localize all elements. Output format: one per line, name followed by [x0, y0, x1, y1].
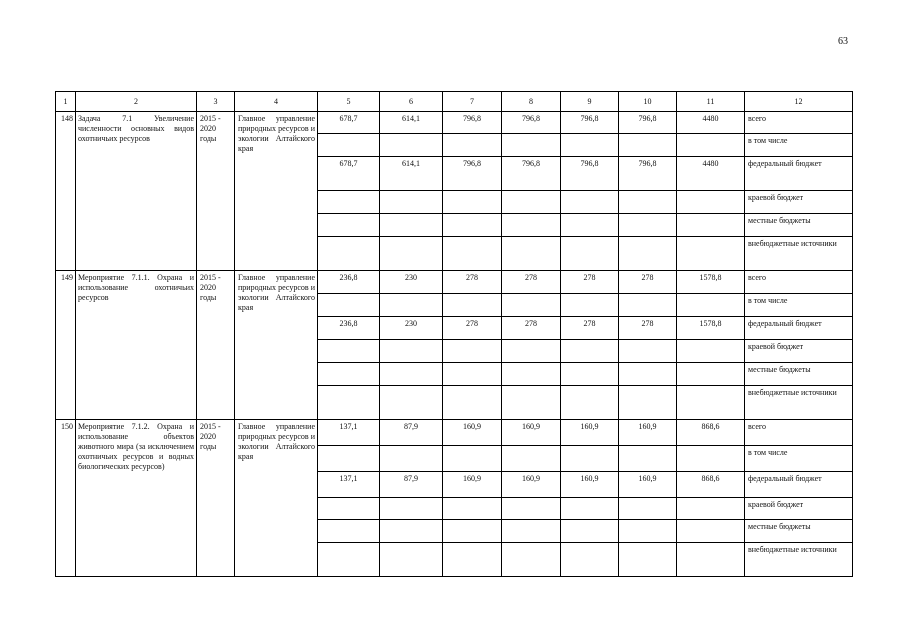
- amount-cell: [318, 191, 380, 214]
- amount-cell: [561, 237, 619, 271]
- amount-cell: [443, 498, 502, 520]
- period: 2015 - 2020 годы: [197, 271, 235, 420]
- amount-cell: [318, 214, 380, 237]
- page-number: 63: [838, 36, 848, 47]
- amount-cell: 160,9: [443, 420, 502, 446]
- amount-cell: [619, 134, 677, 157]
- amount-cell: [677, 214, 745, 237]
- column-number: 5: [318, 92, 380, 112]
- column-number: 3: [197, 92, 235, 112]
- amount-cell: 137,1: [318, 420, 380, 446]
- funding-source: всего: [745, 112, 853, 134]
- funding-source: федеральный бюджет: [745, 317, 853, 340]
- amount-cell: [443, 363, 502, 386]
- row-number: 149: [56, 271, 76, 420]
- amount-cell: [502, 520, 561, 543]
- funding-source: краевой бюджет: [745, 498, 853, 520]
- amount-cell: [318, 498, 380, 520]
- amount-cell: [502, 543, 561, 577]
- amount-cell: [561, 386, 619, 420]
- column-number: 8: [502, 92, 561, 112]
- amount-cell: 236,8: [318, 317, 380, 340]
- amount-cell: [677, 340, 745, 363]
- column-number: 4: [235, 92, 318, 112]
- amount-cell: 160,9: [619, 472, 677, 498]
- amount-cell: 278: [619, 317, 677, 340]
- amount-cell: [380, 520, 443, 543]
- amount-cell: [619, 340, 677, 363]
- amount-cell: [380, 446, 443, 472]
- amount-cell: [619, 386, 677, 420]
- amount-cell: [318, 363, 380, 386]
- amount-cell: 87,9: [380, 472, 443, 498]
- amount-cell: [619, 294, 677, 317]
- column-number: 9: [561, 92, 619, 112]
- amount-cell: [443, 543, 502, 577]
- executor: Главное управление природных ресурсов и экологии Алтайского края: [235, 112, 318, 271]
- amount-cell: [561, 520, 619, 543]
- amount-cell: [561, 498, 619, 520]
- amount-cell: [677, 386, 745, 420]
- table-row: [56, 420, 853, 446]
- amount-cell: [443, 237, 502, 271]
- amount-cell: [677, 134, 745, 157]
- amount-cell: [619, 237, 677, 271]
- period: 2015 - 2020 годы: [197, 420, 235, 577]
- amount-cell: [318, 446, 380, 472]
- column-number: 1: [56, 92, 76, 112]
- executor: Главное управление природных ресурсов и экологии Алтайского края: [235, 271, 318, 420]
- amount-cell: [619, 191, 677, 214]
- amount-cell: [443, 446, 502, 472]
- amount-cell: 278: [502, 271, 561, 294]
- table-row: [56, 271, 853, 294]
- column-number-row: [56, 92, 853, 112]
- amount-cell: [677, 520, 745, 543]
- measure-description: Мероприятие 7.1.1. Охрана и использование охотничьих ресурсов: [76, 271, 197, 420]
- amount-cell: 278: [561, 271, 619, 294]
- amount-cell: 278: [619, 271, 677, 294]
- amount-cell: 160,9: [561, 472, 619, 498]
- amount-cell: [677, 237, 745, 271]
- amount-cell: [380, 340, 443, 363]
- amount-cell: [619, 520, 677, 543]
- amount-cell: [318, 134, 380, 157]
- amount-cell: [502, 363, 561, 386]
- amount-cell: [561, 363, 619, 386]
- column-number: 11: [677, 92, 745, 112]
- amount-cell: [502, 498, 561, 520]
- amount-cell: [561, 543, 619, 577]
- amount-cell: 160,9: [502, 472, 561, 498]
- amount-cell: [443, 294, 502, 317]
- amount-cell: [318, 386, 380, 420]
- executor: Главное управление природных ресурсов и экологии Алтайского края: [235, 420, 318, 577]
- amount-cell: 868,6: [677, 472, 745, 498]
- amount-cell: 230: [380, 317, 443, 340]
- amount-cell: [561, 191, 619, 214]
- funding-source: краевой бюджет: [745, 191, 853, 214]
- amount-cell: [561, 134, 619, 157]
- amount-cell: 796,8: [502, 157, 561, 191]
- column-number: 2: [76, 92, 197, 112]
- amount-cell: 4480: [677, 112, 745, 134]
- amount-cell: 796,8: [502, 112, 561, 134]
- funding-source: краевой бюджет: [745, 340, 853, 363]
- amount-cell: [318, 520, 380, 543]
- funding-source: в том числе: [745, 134, 853, 157]
- amount-cell: 160,9: [561, 420, 619, 446]
- amount-cell: 1578,8: [677, 317, 745, 340]
- amount-cell: [619, 543, 677, 577]
- amount-cell: 614,1: [380, 157, 443, 191]
- funding-source: местные бюджеты: [745, 520, 853, 543]
- amount-cell: 614,1: [380, 112, 443, 134]
- amount-cell: [502, 340, 561, 363]
- amount-cell: [619, 498, 677, 520]
- amount-cell: 137,1: [318, 472, 380, 498]
- column-number: 10: [619, 92, 677, 112]
- amount-cell: [502, 386, 561, 420]
- amount-cell: 796,8: [443, 112, 502, 134]
- amount-cell: [502, 237, 561, 271]
- amount-cell: 230: [380, 271, 443, 294]
- amount-cell: [380, 294, 443, 317]
- amount-cell: [443, 134, 502, 157]
- amount-cell: [380, 543, 443, 577]
- amount-cell: [380, 191, 443, 214]
- amount-cell: 796,8: [561, 112, 619, 134]
- amount-cell: [502, 214, 561, 237]
- amount-cell: 278: [502, 317, 561, 340]
- row-number: 148: [56, 112, 76, 271]
- amount-cell: [380, 363, 443, 386]
- amount-cell: 678,7: [318, 157, 380, 191]
- amount-cell: [318, 340, 380, 363]
- amount-cell: [443, 386, 502, 420]
- amount-cell: 796,8: [443, 157, 502, 191]
- amount-cell: [619, 446, 677, 472]
- funding-source: федеральный бюджет: [745, 472, 853, 498]
- amount-cell: [502, 446, 561, 472]
- amount-cell: 868,6: [677, 420, 745, 446]
- amount-cell: 87,9: [380, 420, 443, 446]
- funding-source: внебюджетные источники: [745, 543, 853, 577]
- measure-description: Мероприятие 7.1.2. Охрана и использование объектов животного мира (за исключением охотничьих ресурсов и водных биологических ресурсов): [76, 420, 197, 577]
- amount-cell: 796,8: [619, 112, 677, 134]
- amount-cell: 278: [443, 271, 502, 294]
- amount-cell: [677, 543, 745, 577]
- amount-cell: [443, 520, 502, 543]
- period: 2015 - 2020 годы: [197, 112, 235, 271]
- amount-cell: [502, 134, 561, 157]
- funding-source: в том числе: [745, 294, 853, 317]
- amount-cell: [677, 294, 745, 317]
- amount-cell: 160,9: [619, 420, 677, 446]
- amount-cell: 278: [443, 317, 502, 340]
- funding-source: внебюджетные источники: [745, 386, 853, 420]
- amount-cell: [443, 191, 502, 214]
- amount-cell: [318, 543, 380, 577]
- amount-cell: [380, 214, 443, 237]
- amount-cell: [677, 191, 745, 214]
- amount-cell: [318, 294, 380, 317]
- amount-cell: [380, 237, 443, 271]
- amount-cell: [380, 134, 443, 157]
- funding-source: всего: [745, 271, 853, 294]
- funding-source: в том числе: [745, 446, 853, 472]
- table-row: [56, 112, 853, 134]
- funding-source: местные бюджеты: [745, 214, 853, 237]
- amount-cell: 160,9: [502, 420, 561, 446]
- funding-source: внебюджетные источники: [745, 237, 853, 271]
- column-number: 7: [443, 92, 502, 112]
- amount-cell: [561, 294, 619, 317]
- amount-cell: [443, 214, 502, 237]
- amount-cell: [677, 363, 745, 386]
- amount-cell: 4480: [677, 157, 745, 191]
- amount-cell: 796,8: [619, 157, 677, 191]
- amount-cell: 1578,8: [677, 271, 745, 294]
- funding-source: всего: [745, 420, 853, 446]
- measure-description: Задача 7.1 Увеличение численности основных видов охотничьих ресурсов: [76, 112, 197, 271]
- amount-cell: 160,9: [443, 472, 502, 498]
- amount-cell: [502, 191, 561, 214]
- amount-cell: [677, 498, 745, 520]
- amount-cell: 796,8: [561, 157, 619, 191]
- amount-cell: [443, 340, 502, 363]
- amount-cell: [380, 386, 443, 420]
- amount-cell: [502, 294, 561, 317]
- amount-cell: [619, 214, 677, 237]
- column-number: 12: [745, 92, 853, 112]
- amount-cell: [380, 498, 443, 520]
- amount-cell: 278: [561, 317, 619, 340]
- amount-cell: 678,7: [318, 112, 380, 134]
- amount-cell: 236,8: [318, 271, 380, 294]
- column-number: 6: [380, 92, 443, 112]
- funding-source: федеральный бюджет: [745, 157, 853, 191]
- amount-cell: [561, 446, 619, 472]
- row-number: 150: [56, 420, 76, 577]
- funding-source: местные бюджеты: [745, 363, 853, 386]
- amount-cell: [561, 340, 619, 363]
- amount-cell: [619, 363, 677, 386]
- amount-cell: [318, 237, 380, 271]
- amount-cell: [677, 446, 745, 472]
- budget-table: [55, 91, 853, 577]
- amount-cell: [561, 214, 619, 237]
